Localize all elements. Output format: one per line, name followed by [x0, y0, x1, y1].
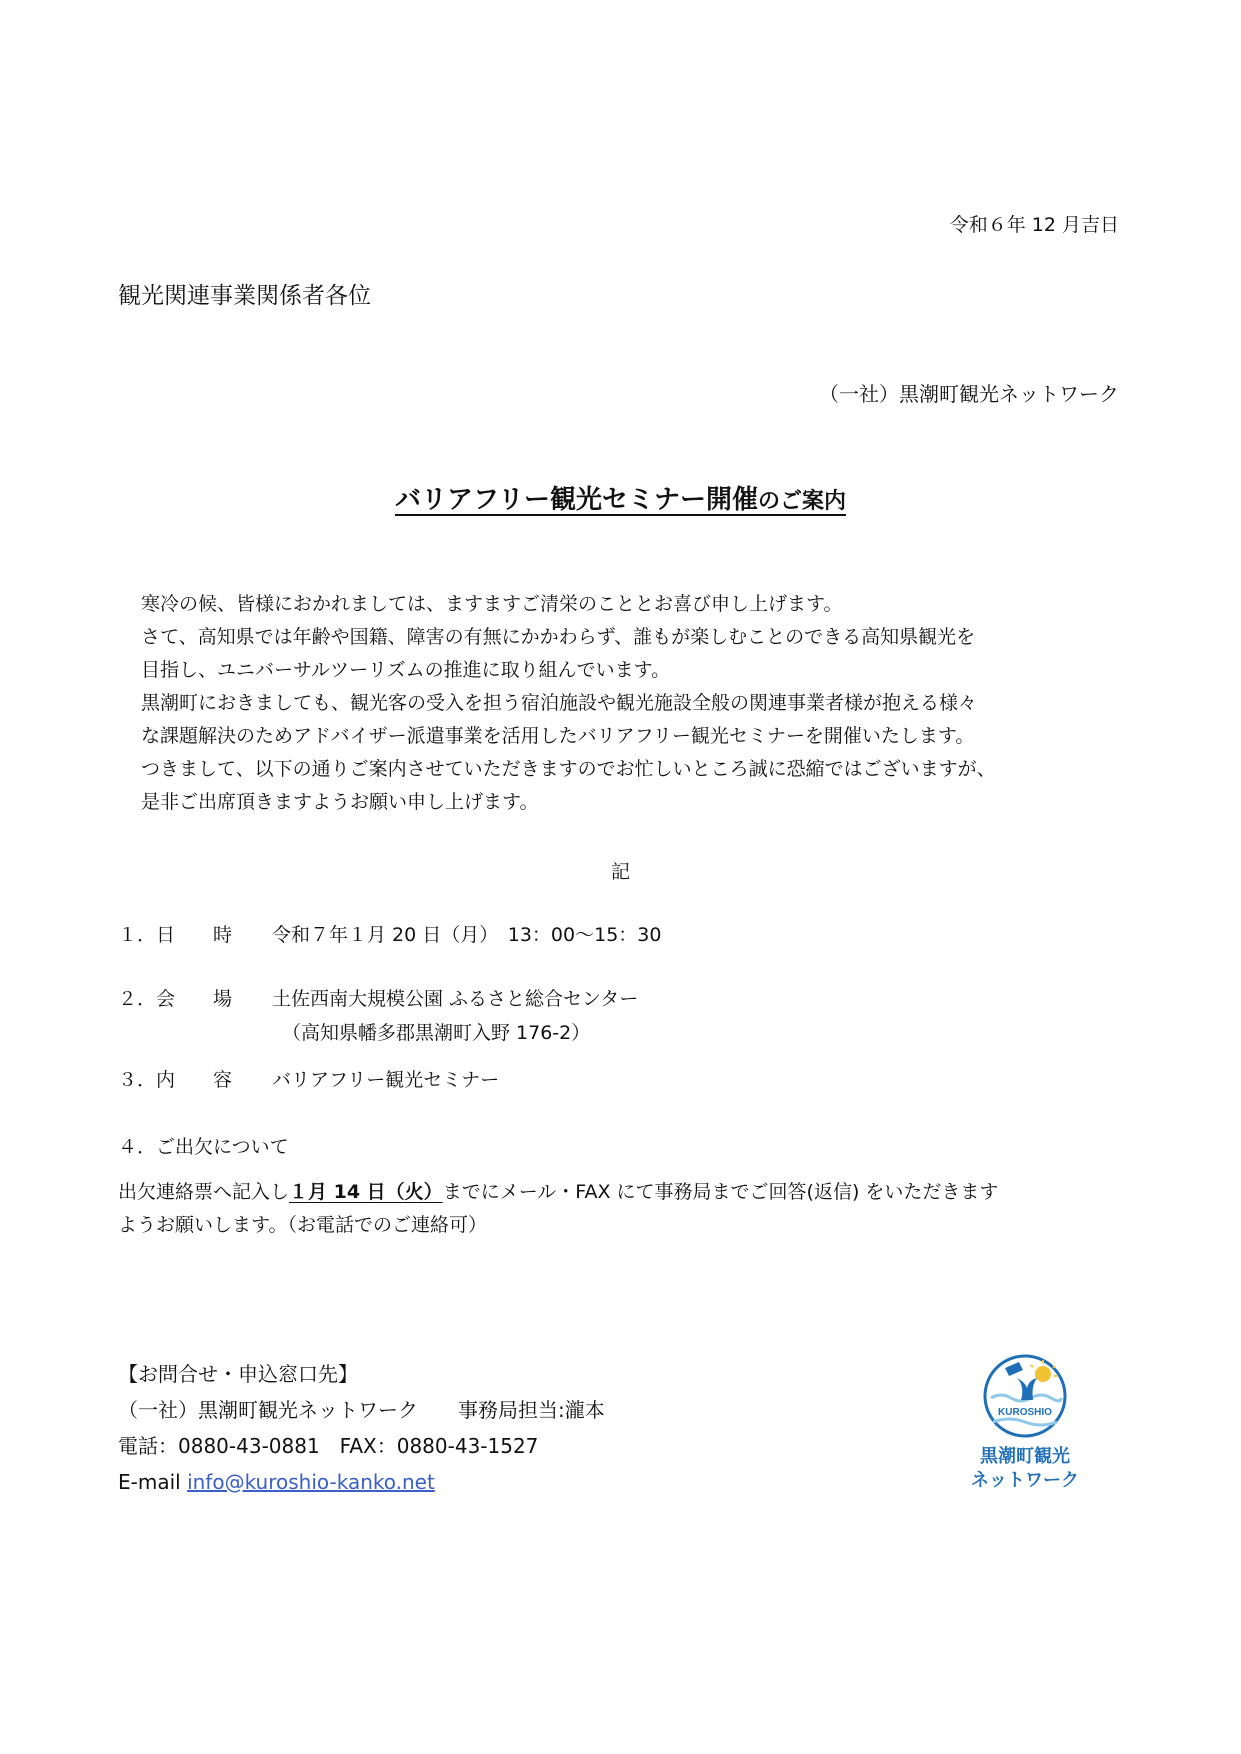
item-content-label: ３．内 容 [118, 1069, 233, 1091]
title-main: バリアフリー観光セミナー開催 [395, 485, 758, 515]
title-sub: のご案内 [757, 489, 846, 514]
logo-badge-text: KUROSHIO [998, 1407, 1052, 1418]
body-line: 寒冷の候、皆様におかれましては、ますますご清栄のこととお喜び申し上げます。 [141, 593, 843, 615]
item-venue-address: （高知県幡多郡黒潮町入野 176-2） [282, 1022, 591, 1044]
item-venue [118, 984, 638, 1011]
logo-emblem-icon [977, 1348, 1073, 1444]
logo-caption-1: 黒潮町観光 [980, 1446, 1070, 1467]
body-line: 目指し、ユニバーサルツーリズムの推進に取り組んでいます。 [141, 659, 671, 681]
sender: （一社）黒潮町観光ネットワーク [819, 382, 1119, 406]
note-post: までにメール・FAX にて事務局までご回答(返信) をいただきます [442, 1181, 999, 1203]
contact-email-link[interactable]: info@kuroshio-kanko.net [187, 1470, 435, 1494]
item-content-value: バリアフリー観光セミナー [272, 1069, 500, 1091]
document-title [0, 479, 1241, 516]
contact-org: （一社）黒潮町観光ネットワーク 事務局担当:瀧本 [118, 1398, 605, 1422]
contact-email-label: E-mail [118, 1470, 188, 1494]
item-attendance-label: ４．ご出欠について [118, 1136, 289, 1158]
note-pre: 出欠連絡票へ記入し [118, 1181, 290, 1203]
item-venue-value: 土佐西南大規模公園 ふるさと総合センター [272, 988, 639, 1010]
item-venue-label: ２．会 場 [118, 988, 233, 1010]
body-line: な課題解決のためアドバイザー派遣事業を活用したバリアフリー観光セミナーを開催いたします。 [141, 725, 975, 747]
body-line: さて、高知県では年齢や国籍、障害の有無にかかわらず、誰もが楽しむことのできる高知県観光を [141, 626, 976, 648]
note-deadline: １月 14 日（火） [289, 1181, 443, 1203]
item-datetime-label: １．日 時 [118, 924, 233, 946]
addressee: 観光関連事業関係者各位 [118, 283, 371, 309]
ki-marker: 記 [610, 861, 630, 883]
kuroshio-logo [960, 1348, 1090, 1498]
body-paragraph [141, 588, 996, 819]
item-datetime [118, 920, 661, 947]
contact-block [118, 1356, 605, 1500]
body-line: つきまして、以下の通りご案内させていただきますのでお忙しいところ誠に恐縮ではございますが、 [141, 758, 996, 780]
attendance-note [118, 1176, 998, 1242]
logo-caption-2: ネットワーク [971, 1470, 1079, 1491]
contact-phone: 電話：0880-43-0881 FAX：0880-43-1527 [118, 1434, 539, 1458]
note-line2: ようお願いします。（お電話でのご連絡可） [118, 1214, 487, 1236]
body-line: 黒潮町におきましても、観光客の受入を担う宿泊施設や観光施設全般の関連事業者様が抱える様々 [141, 692, 978, 714]
document-date: 令和６年 12 月吉日 [949, 214, 1119, 236]
item-content [118, 1065, 499, 1092]
item-datetime-value: 令和７年１月 20 日（月） 13：00～15：30 [272, 924, 662, 946]
contact-heading: 【お問合せ・申込窓口先】 [118, 1362, 358, 1386]
body-line: 是非ご出席頂きますようお願い申し上げます。 [141, 791, 539, 813]
